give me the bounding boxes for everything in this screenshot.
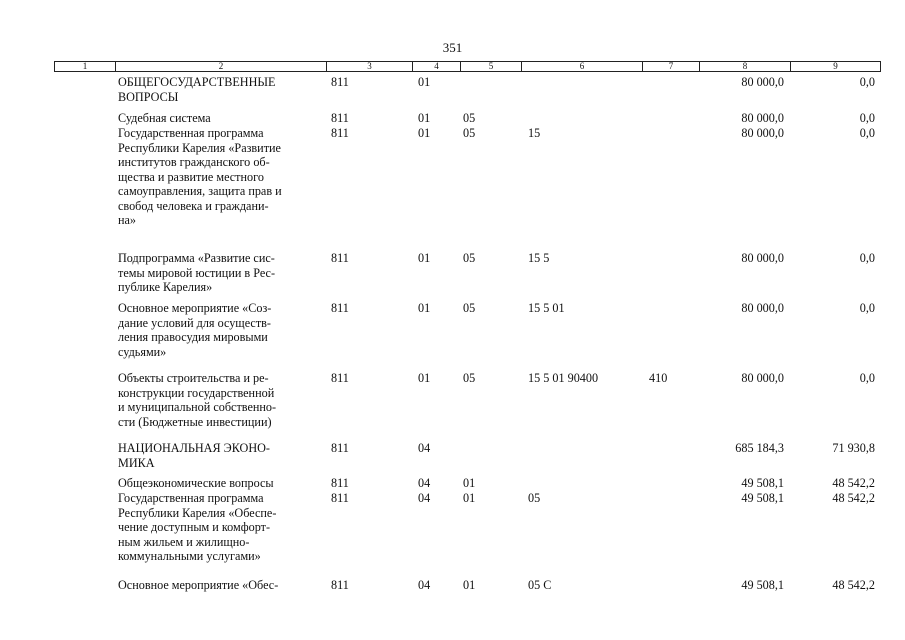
cell-col-8: 80 000,0 bbox=[741, 126, 784, 140]
cell-col-8: 685 184,3 bbox=[735, 441, 784, 455]
row-name-line: МИКА bbox=[118, 455, 155, 470]
cell-col-6: 15 bbox=[528, 126, 541, 140]
cell-col-3: 811 bbox=[331, 578, 349, 592]
row-name-line: Основное мероприятие «Соз- bbox=[118, 301, 272, 315]
row-name-line: коммунальными услугами» bbox=[118, 549, 261, 563]
column-header-2: 2 bbox=[116, 62, 327, 72]
cell-col-9: 0,0 bbox=[859, 251, 875, 265]
cell-col-5: 05 bbox=[463, 126, 476, 140]
column-header-8: 8 bbox=[700, 62, 791, 72]
row-name-line: сти (Бюджетные инвестиции) bbox=[118, 414, 272, 429]
row-name-line: конструкции государственной bbox=[118, 385, 275, 400]
row-name-line: Республики Карелия «Развитие bbox=[118, 140, 281, 155]
cell-col-3: 811 bbox=[331, 301, 349, 315]
row-name-line: публике Карелия» bbox=[118, 280, 213, 294]
cell-col-4: 04 bbox=[418, 476, 431, 490]
cell-col-9: 48 542,2 bbox=[832, 578, 875, 592]
cell-col-8: 80 000,0 bbox=[741, 111, 784, 125]
cell-col-9: 71 930,8 bbox=[832, 441, 875, 455]
cell-col-9: 0,0 bbox=[859, 75, 875, 89]
column-header-7: 7 bbox=[643, 62, 700, 72]
row-name-line: судьями» bbox=[118, 344, 167, 359]
row-name bbox=[118, 491, 328, 564]
row-name-line: самоуправления, защита прав и bbox=[118, 184, 282, 198]
cell-col-5: 01 bbox=[463, 578, 476, 592]
cell-col-3: 811 bbox=[331, 476, 349, 490]
cell-col-4: 01 bbox=[418, 251, 431, 265]
row-name-line: темы мировой юстиции в Рес- bbox=[118, 265, 276, 280]
row-name-line: Судебная система bbox=[118, 111, 211, 125]
cell-col-7: 410 bbox=[649, 371, 668, 385]
row-name bbox=[118, 371, 328, 429]
row-name-line: свобод человека и граждани- bbox=[118, 198, 269, 213]
cell-col-6: 15 5 01 90400 bbox=[528, 371, 599, 385]
cell-col-8: 49 508,1 bbox=[741, 491, 784, 505]
cell-col-6: 15 5 bbox=[528, 251, 550, 265]
cell-col-5: 05 bbox=[463, 301, 476, 315]
cell-col-6: 05 bbox=[528, 491, 541, 505]
cell-col-9: 48 542,2 bbox=[832, 491, 875, 505]
row-name-line: и муниципальной собственно- bbox=[118, 400, 277, 414]
column-header-3: 3 bbox=[327, 62, 413, 72]
cell-col-3: 811 bbox=[331, 111, 349, 125]
row-name-line: ным жильем и жилищно- bbox=[118, 534, 250, 549]
cell-col-4: 01 bbox=[418, 126, 431, 140]
row-name-line: ления правосудия мировыми bbox=[118, 330, 268, 344]
row-name-line: ВОПРОСЫ bbox=[118, 89, 179, 104]
cell-col-3: 811 bbox=[331, 491, 349, 505]
cell-col-9: 0,0 bbox=[859, 301, 875, 315]
cell-col-8: 80 000,0 bbox=[741, 251, 784, 265]
cell-col-3: 811 bbox=[331, 371, 349, 385]
row-name-line: Общеэкономические вопросы bbox=[118, 476, 274, 490]
cell-col-5: 01 bbox=[463, 476, 476, 490]
column-header-4: 4 bbox=[413, 62, 461, 72]
cell-col-4: 04 bbox=[418, 491, 431, 505]
row-name-line: Государственная программа bbox=[118, 491, 264, 505]
cell-col-3: 811 bbox=[331, 441, 349, 455]
column-header-5: 5 bbox=[461, 62, 522, 72]
cell-col-9: 0,0 bbox=[859, 371, 875, 385]
row-name bbox=[118, 111, 328, 126]
cell-col-8: 80 000,0 bbox=[741, 75, 784, 89]
cell-col-3: 811 bbox=[331, 251, 349, 265]
page-number: 351 bbox=[442, 40, 463, 55]
row-name-line: Основное мероприятие «Обес- bbox=[118, 578, 279, 592]
row-name-line: институтов гражданского об- bbox=[118, 155, 270, 169]
row-name-line: ОБЩЕГОСУДАРСТВЕННЫЕ bbox=[118, 75, 276, 89]
cell-col-4: 04 bbox=[418, 441, 431, 455]
row-name bbox=[118, 441, 328, 470]
row-name-line: на» bbox=[118, 213, 137, 227]
row-name-line: Подпрограмма «Развитие сис- bbox=[118, 251, 275, 265]
cell-col-8: 49 508,1 bbox=[741, 578, 784, 592]
column-header-1: 1 bbox=[55, 62, 116, 72]
row-name bbox=[118, 126, 328, 228]
column-header-9: 9 bbox=[791, 62, 881, 72]
row-name-line: Государственная программа bbox=[118, 126, 264, 140]
row-name-line: Объекты строительства и ре- bbox=[118, 371, 269, 385]
cell-col-9: 0,0 bbox=[859, 111, 875, 125]
cell-col-9: 0,0 bbox=[859, 126, 875, 140]
cell-col-6: 05 С bbox=[528, 578, 552, 592]
row-name bbox=[118, 251, 328, 295]
row-name bbox=[118, 75, 328, 104]
cell-col-8: 80 000,0 bbox=[741, 371, 784, 385]
cell-col-5: 05 bbox=[463, 251, 476, 265]
row-name bbox=[118, 476, 328, 491]
row-name bbox=[118, 301, 328, 359]
row-name-line: НАЦИОНАЛЬНАЯ ЭКОНО- bbox=[118, 441, 270, 455]
cell-col-8: 80 000,0 bbox=[741, 301, 784, 315]
cell-col-4: 04 bbox=[418, 578, 431, 592]
cell-col-5: 05 bbox=[463, 111, 476, 125]
row-name bbox=[118, 578, 328, 593]
cell-col-4: 01 bbox=[418, 371, 431, 385]
cell-col-5: 05 bbox=[463, 371, 476, 385]
cell-col-5: 01 bbox=[463, 491, 476, 505]
cell-col-8: 49 508,1 bbox=[741, 476, 784, 490]
cell-col-4: 01 bbox=[418, 75, 431, 89]
row-name-line: щества и развитие местного bbox=[118, 169, 264, 184]
row-name-line: чение доступным и комфорт- bbox=[118, 520, 271, 534]
column-header-row bbox=[54, 61, 881, 72]
cell-col-3: 811 bbox=[331, 126, 349, 140]
cell-col-4: 01 bbox=[418, 301, 431, 315]
row-name-line: Республики Карелия «Обеспе- bbox=[118, 505, 277, 520]
cell-col-4: 01 bbox=[418, 111, 431, 125]
cell-col-9: 48 542,2 bbox=[832, 476, 875, 490]
column-header-6: 6 bbox=[522, 62, 643, 72]
cell-col-3: 811 bbox=[331, 75, 349, 89]
cell-col-6: 15 5 01 bbox=[528, 301, 565, 315]
row-name-line: дание условий для осуществ- bbox=[118, 315, 271, 330]
